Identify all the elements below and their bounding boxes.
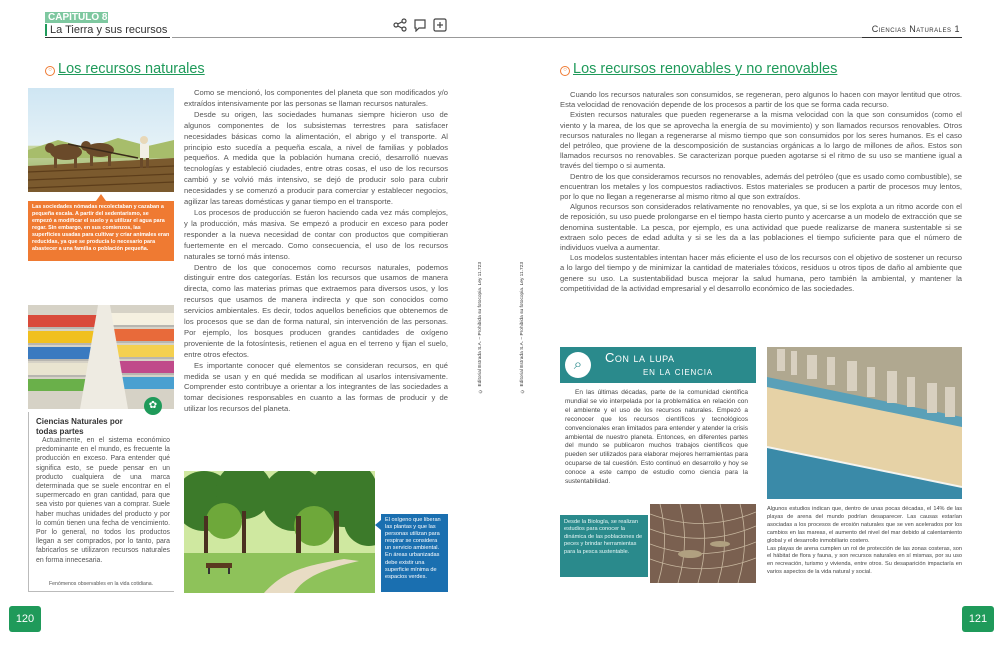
park-caption-pointer <box>375 520 381 530</box>
biology-note: Desde la Biología, se realizan estudios para conocer la dinámica de las poblaciones de peces y brindar herramientas para la pesca sustentable. <box>560 515 648 577</box>
paragraph: Cuando los recursos naturales son consumidos, se regeneran, pero algunos lo hacen con mayor lentitud que otros. Esta velocidad de renovación depende de los procesos a partir de los que se forma cada recurso. <box>560 90 962 110</box>
lupa-title-2: en la ciencia <box>643 366 713 378</box>
paragraph: Existen recursos naturales que pueden regenerarse a la misma velocidad con la que son consumidos (como el viento y la marea, de los que se aprovecha la energía de su movimiento) y son llamados recursos renovables. Otros recursos naturales no llegan a regenerarse al mismo tiempo que son consumidos por los seres humanos. Es el caso del petróleo, que proviene de la descomposición de sustancias orgánicas a lo largo de millones de años. Estos son llamados recursos no renovables. Se caracterizan porque pueden agotarse si el ritmo de su uso se mantiene igual a través del tiempo o si aumenta. <box>560 110 962 171</box>
box-footer: Fenómenos observables en la vida cotidiana. <box>49 581 154 587</box>
header-rule-middle <box>172 37 862 38</box>
paragraph: Los procesos de producción se fueron haciendo cada vez más complejos, y la producción, más masiva. Se empezó a producir en exceso para poder responder a la nueva necesidad de contar con productos que compitieran fuertemente en el mercado. Como consecuencia, el uso de los recursos naturales se tornó más intenso. <box>184 207 448 261</box>
lupa-text: En las últimas décadas, parte de la comunidad científica mundial se vio interpelada por la problemática en relación con el ambiente y el uso de los recursos naturales. Empezó a reconocer que los recursos científicos y tecnológicos convencionales eran limitados para entender y atender la crisis ambiental de nuestro planeta. Entonces, en diferentes partes del mundo se publicaron muchos trabajos científicos que pueden ser utilizados para elaborar mejores herramientas para ocuparse de tal cuestión. Esto continuó en desarrollo y hoy se conoce a este campo de estudio como ciencia para la sustentabilidad. <box>565 389 748 486</box>
lupa-title-1: Con la lupa <box>605 350 675 365</box>
beach-caption <box>767 506 962 577</box>
add-icon[interactable] <box>433 18 447 32</box>
caption-pointer <box>96 194 106 201</box>
chapter-bar <box>45 24 47 36</box>
share-icon[interactable] <box>393 18 407 32</box>
box-text: Actualmente, en el sistema económico predominante en el mundo, es frecuente la producción en exceso. Para entender qué significa esto, se puede pensar en un producto cualquiera de una marca determinada que se suele encontrar en el supermercado en gran cantidad, para que sea visto por quienes van a comprar. Suele haber muchas unidades del producto y por lo común tienen una fecha de vencimiento. Por lo general, no todos los productos llegan a ser comprados, por lo tanto, para fabricarlos se utilizaron recursos naturales en forma innecesaria. <box>36 437 170 564</box>
header-rule-left <box>45 37 170 38</box>
toolbar <box>393 16 453 34</box>
beach-caption-1: Algunos estudios indican que, dentro de unas pocas décadas, el 14% de las playas de arena del mundo podrían desaparecer. Las causas estarían asociadas a los procesos de erosión naturales que se ven acelerados por los cambios en las mareas, el aumento del nivel del mar debido al calentamiento global y el desarrollo inmobiliario costero. <box>767 506 962 544</box>
left-body-text <box>184 88 448 415</box>
section-title-left: ○ Los recursos naturales <box>45 61 205 77</box>
everyday-science-box <box>28 412 174 592</box>
paragraph: Dentro de los que conocemos como recursos naturales, podemos distinguir entre dos categorías. Están los recursos que usamos de manera directa, como las materias primas que extraemos para diversos usos, y los recursos que usamos de manera indirecta y que son conocidos como servicios ambientales. Es decir, todos aquellos beneficios que obtenemos de los procesos que se dan de forma natural, sin intervención de las personas. Por ejemplo, los bosques producen grandes cantidades de oxígeno proveniente de la fotosíntesis, retienen el agua en el terreno y fijan el suelo, entre otros efectos. <box>184 262 448 359</box>
farm-illustration <box>28 88 174 192</box>
comment-icon[interactable] <box>413 18 427 32</box>
section-marker-icon: ○ <box>560 66 570 76</box>
header-rule-right <box>862 37 962 38</box>
paragraph: Como se mencionó, los componentes del planeta que son modificados y/o extraídos intensivamente por las personas se llaman recursos naturales. <box>184 88 448 108</box>
paragraph: Dentro de los que consideramos recursos no renovables, además del petróleo (que es usado como combustible), se encuentran los metales y los compuestos radiactivos. Estos materiales se producen a partir de procesos muy lentos, por lo que no llegan a regenerarse al mismo ritmo al que son extraídos. <box>560 171 962 202</box>
beach-caption-2: Las playas de arena cumplen un rol de protección de las zonas costeras, son el hábitat de flora y fauna, y son recursos naturales en sí mismas, por su uso en recreación, turismo y vivienda, entre otros. Su desaparición impactaría en varios aspectos de la vida natural y social. <box>767 545 962 576</box>
paragraph: Es importante conocer qué elementos se consideran recursos, en qué medida se usan y en qué medida se modifican al usarlos intensivamente. Comprender esto contribuye a orientar a los integrantes de las sociedades a tomar decisiones responsables en cuanto a las formas de producir y de utilizar los recursos del planeta. <box>184 360 448 414</box>
beach-photo <box>767 347 962 499</box>
chapter-title: La Tierra y sus recursos <box>50 24 168 36</box>
supermarket-photo <box>28 305 174 409</box>
section-title-right: ○ Los recursos renovables y no renovables <box>560 61 837 77</box>
paragraph: Algunos recursos son considerados relativamente no renovables, ya que, si se los explota a un ritmo acorde con el de reposición, su uso puede prolongarse en el tiempo hasta cierto punto y acercarse a un modelo de extracción que se denomina sustentable. La pesca, por ejemplo, es una actividad que puede realizarse de manera sustentable si se extraen solo peces de edad adulta y si se les da a las poblaciones el tiempo suficiente para que el número de individuos vuelva a aumentar. <box>560 202 962 253</box>
farm-caption: Las sociedades nómadas recolectaban y cazaban a pequeña escala. A partir del sedentarismo, se empezó a modificar el suelo y a utilizar el agua para regar. Sin embargo, en sus comienzos, las superficies usadas para cultivar y criar animales eran reducidas, ya que se producía lo necesario para abastecer a una familia o población pequeña. <box>28 201 174 261</box>
chapter-label: CAPÍTULO 8 <box>48 12 108 23</box>
copyright-right: © Editorial Estrada S.A. – Prohibida su fotocopia. Ley 11.723 <box>520 262 525 393</box>
park-photo <box>184 471 375 593</box>
fishing-net-photo <box>650 504 756 583</box>
section-marker-icon: ○ <box>45 66 55 76</box>
copyright-left: © Editorial Estrada S.A. – Prohibida su fotocopia. Ley 11.723 <box>478 262 483 393</box>
paragraph: Desde su origen, las sociedades humanas siempre hicieron uso de algunos componentes de los subsistemas terrestres para satisfacer necesidades básicas como la alimentación, el abrigo y el transporte. Al principio esto sucedía a pequeña escala, a nivel de familias y poblados pequeños. A medida que la población humana creció, desarrolló nuevas tecnologías y estableció ciudades, entre otras cosas, el uso de los recursos cambió y se volvió más intensivo, se dejó de producir solo para cubrir necesidades y se comenzó a producir para comerciar y establecer negocios, agilizar las tareas domésticas y ganar tiempo en el transporte. <box>184 109 448 207</box>
paragraph: Los modelos sustentables intentan hacer más eficiente el uso de los recursos con el objetivo de sostener un recurso a lo largo del tiempo y de minimizar la cantidad de materiales tóxicos, residuos u otros tipos de daño al ambiente que genere su uso. La sustentabilidad busca mejorar la salud humana, pero también la ambiental, y mantener la competitividad de la actividad empresarial y el desarrollo económico de las sociedades. <box>560 253 962 293</box>
box-title: Ciencias Naturales por todas partes <box>36 417 123 436</box>
science-badge-icon: ✿ <box>144 397 162 415</box>
series-title: Ciencias Naturales 1 <box>871 24 960 34</box>
park-caption: El oxígeno que liberan las plantas y que las personas utilizan para respirar se considera un servicio ambiental. En áreas urbanizadas debe existir una superficie mínima de espacios verdes. <box>381 514 448 592</box>
page-number-left: 120 <box>9 606 41 632</box>
page-number-right: 121 <box>962 606 994 632</box>
right-body-text <box>560 90 962 294</box>
lupa-icon: ⌕ <box>565 352 591 378</box>
